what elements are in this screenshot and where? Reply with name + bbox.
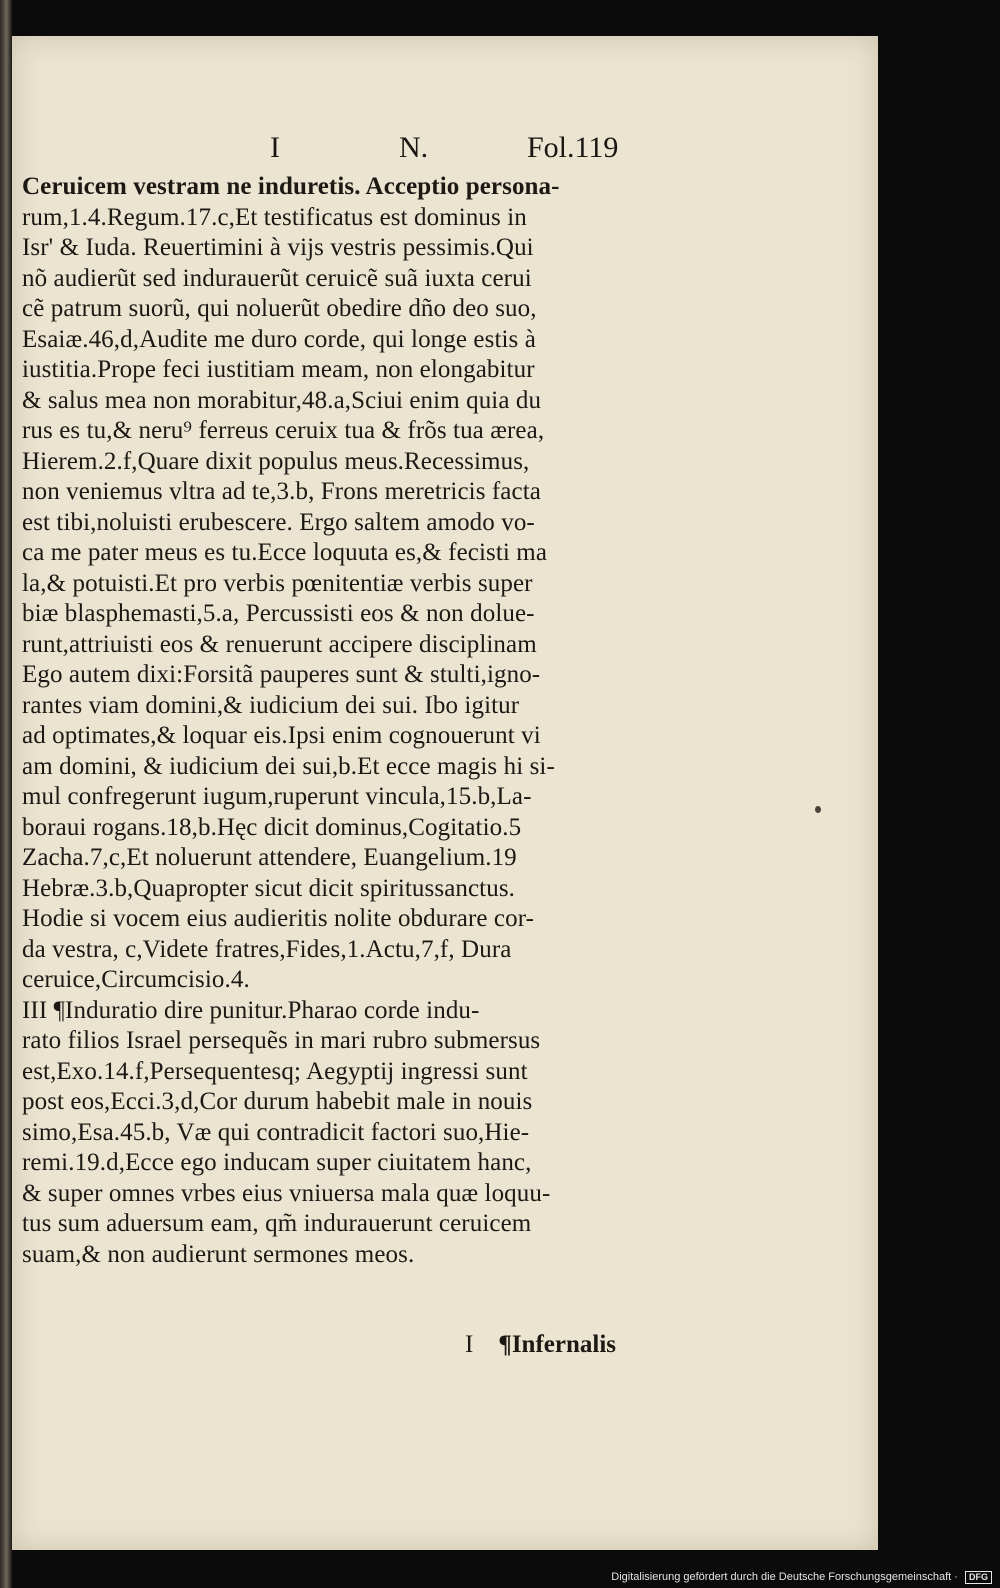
- text-line: ca me pater meus es tu.Ecce loquuta es,& fecisti ma: [22, 539, 548, 566]
- text-line: Isr' & Iuda. Reuertimini à vijs vestris pessimis.Qui: [22, 234, 534, 261]
- text-line: Hodie si vocem eius audieritis nolite obdurare cor-: [22, 905, 535, 932]
- text-line: cẽ patrum suorũ, qui noluerũt obedire dño deo suo,: [22, 295, 537, 322]
- text-line: suam,& non audierunt sermones meos.: [22, 1240, 415, 1268]
- page-body-text: [22, 172, 672, 1270]
- text-line: boraui rogans.18,b.Hęc dicit dominus,Cogitatio.5: [22, 813, 522, 841]
- header-section-number: I: [270, 131, 280, 164]
- text-line: est,Exo.14.f,Persequentesq; Aegyptij ingressi sunt: [22, 1057, 528, 1085]
- text-line: biæ blasphemasti,5.a, Percussisti eos & non dolue-: [22, 600, 535, 627]
- text-line: la,& potuisti.Et pro verbis pœnitentiæ verbis super: [22, 569, 533, 597]
- text-line: Hebræ.3.b,Quapropter sicut dicit spiritussanctus.: [22, 874, 516, 902]
- text-line: Hierem.2.f,Quare dixit populus meus.Recessimus,: [22, 447, 530, 475]
- text-line: nõ audierũt sed indurauerũt ceruicẽ suã iuxta cerui: [22, 264, 532, 292]
- text-line: Ceruicem vestram ne induretis. Acceptio persona-: [22, 173, 560, 200]
- digitization-credit: [611, 1571, 992, 1584]
- text-line: da vestra, c,Videte fratres,Fides,1.Actu,7,f, Dura: [22, 935, 512, 963]
- text-line: am domini, & iudicium dei sui,b.Et ecce magis hi si-: [22, 752, 555, 780]
- catchword-line: [465, 1331, 616, 1359]
- text-line: ceruice,Circumcisio.4.: [22, 966, 250, 993]
- text-line: simo,Esa.45.b, Væ qui contradicit factori suo,Hie-: [22, 1118, 530, 1146]
- text-line: rum,1.4.Regum.17.c,Et testificatus est dominus in: [22, 203, 527, 231]
- text-line: runt,attriuisti eos & renuerunt accipere disciplinam: [22, 630, 537, 658]
- text-line: ad optimates,& loquar eis.Ipsi enim cognouerunt vi: [22, 722, 541, 749]
- text-line: & salus mea non morabitur,48.a,Sciui enim quia du: [22, 386, 542, 414]
- text-line: mul confregerunt iugum,ruperunt vincula,15.b,La-: [22, 783, 532, 810]
- book-spine-edge: [0, 0, 12, 1588]
- text-line: non veniemus vltra ad te,3.b, Frons meretricis facta: [22, 478, 541, 505]
- text-line: remi.19.d,Ecce ego inducam super ciuitatem hanc,: [22, 1149, 532, 1176]
- catchword-marker: I: [465, 1331, 474, 1358]
- text-line: est tibi,noluisti erubescere. Ergo saltem amodo vo-: [22, 508, 535, 536]
- text-line: & super omnes vrbes eius vniuersa mala quæ loquu-: [22, 1179, 551, 1207]
- text-line: tus sum aduersum eam, qm̃ indurauerunt ceruicem: [22, 1210, 532, 1237]
- text-line: post eos,Ecci.3,d,Cor durum habebit male in nouis: [22, 1088, 533, 1115]
- folio-number: Fol.119: [527, 131, 619, 164]
- text-line: III ¶Induratio dire punitur.Pharao corde indu-: [22, 996, 480, 1024]
- text-line: Esaiæ.46,d,Audite me duro corde, qui longe estis à: [22, 325, 536, 353]
- credit-text: Digitalisierung gefördert durch die Deutsche Forschungsgemeinschaft ·: [611, 1571, 958, 1583]
- text-line: rato filios Israel persequẽs in mari rubro submersus: [22, 1027, 541, 1054]
- text-line: rantes viam domini,& iudicium dei sui. Ibo igitur: [22, 691, 520, 719]
- catchword: ¶Infernalis: [498, 1331, 617, 1358]
- book-page: [12, 36, 878, 1550]
- header-letter: N.: [399, 131, 429, 164]
- running-header: [12, 131, 878, 171]
- text-line: rus es tu,& neru⁹ ferreus ceruix tua & frõs tua ærea,: [22, 417, 545, 444]
- text-line: Zacha.7,c,Et noluerunt attendere, Euangelium.19: [22, 844, 517, 871]
- dfg-logo: DFG: [965, 1571, 992, 1584]
- ink-speck: [815, 806, 821, 813]
- text-line: Ego autem dixi:Forsitã pauperes sunt & stulti,igno-: [22, 661, 541, 688]
- text-line: iustitia.Prope feci iustitiam meam, non elongabitur: [22, 356, 535, 383]
